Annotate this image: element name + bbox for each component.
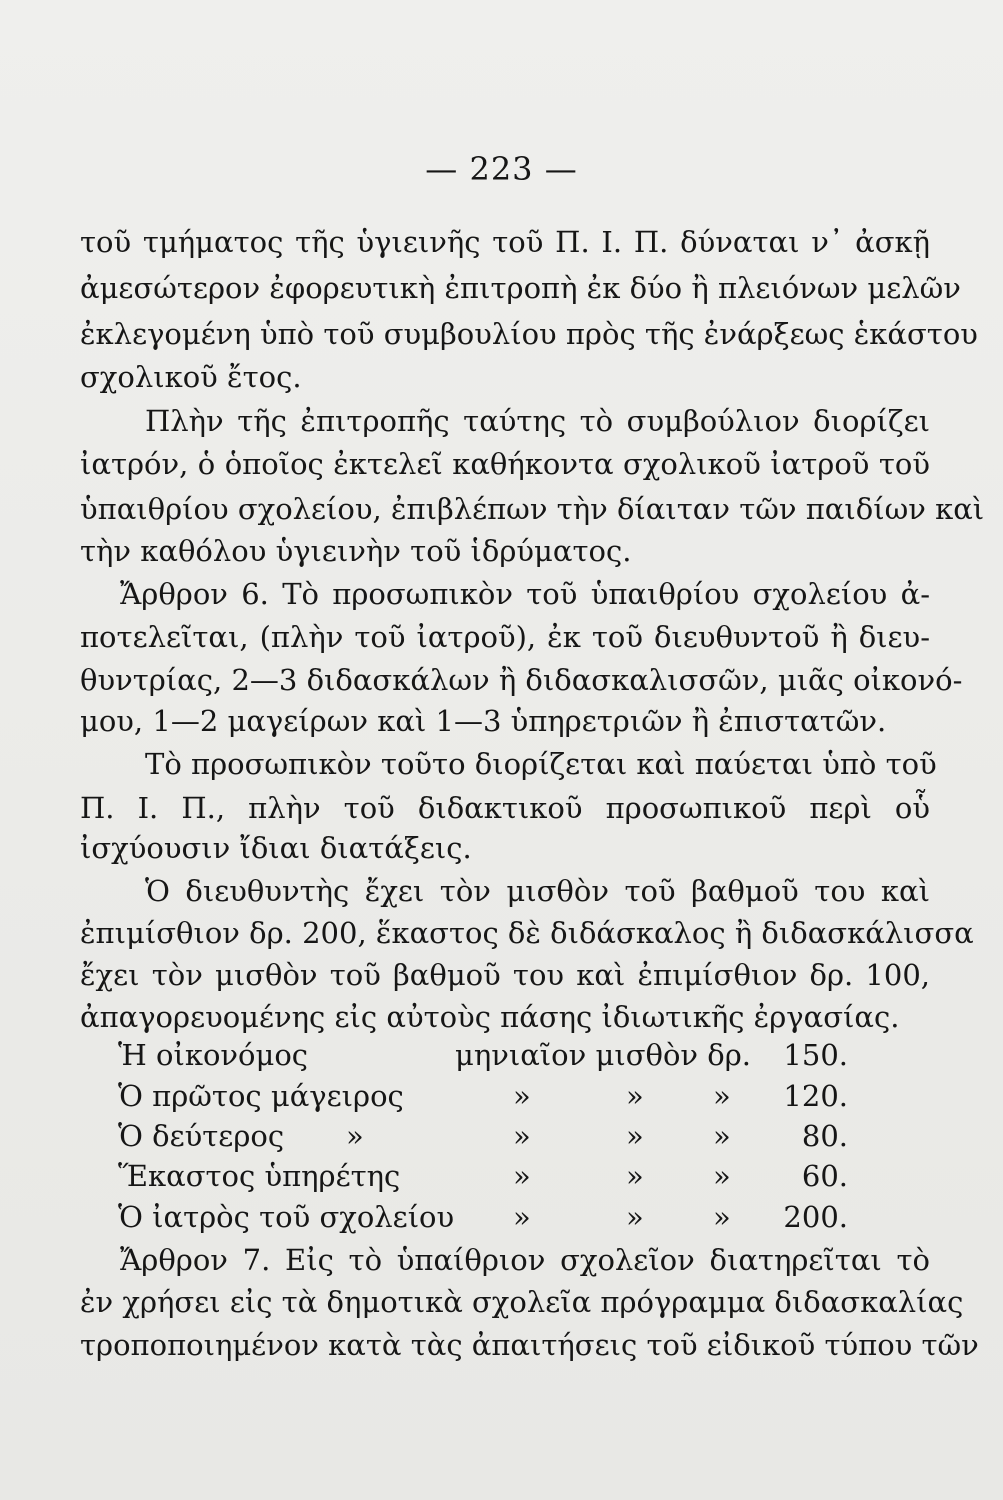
- ditto-mark: »: [513, 1079, 531, 1113]
- text-line-5: Πλὴν τῆς ἐπιτροπῆς ταύτης τὸ συμβούλιον διορίζει: [145, 404, 930, 438]
- ditto-mark: »: [626, 1119, 644, 1153]
- ditto-mark: »: [626, 1079, 644, 1113]
- salary-amount: 150.: [783, 1038, 848, 1072]
- text-line-11: θυντρίας, 2—3 διδασκάλων ἢ διδασκαλισσῶν, μιᾶς οἰκονό-: [80, 663, 963, 697]
- ditto-mark: »: [626, 1200, 644, 1234]
- salary-role: Ἕκαστος ὑπηρέτης: [118, 1159, 401, 1193]
- text-line-15: ἰσχύουσιν ἴδιαι διατάξεις.: [80, 831, 472, 865]
- salary-role: Ὁ δεύτερος: [118, 1119, 285, 1153]
- text-line-14: Π. Ι. Π., πλὴν τοῦ διδακτικοῦ προσωπικοῦ περὶ οὗ: [80, 791, 930, 825]
- salary-row-first-cook: [118, 1077, 848, 1115]
- salary-label: μηνιαῖον μισθὸν δρ.: [455, 1038, 751, 1072]
- salary-amount: 80.: [801, 1119, 848, 1153]
- salary-row-servant: [118, 1157, 848, 1195]
- text-line-17: ἐπιμίσθιον δρ. 200, ἕκαστος δὲ διδάσκαλος ἢ διδασκάλισσα: [80, 916, 974, 950]
- page-number: — 223 —: [425, 150, 578, 188]
- text-line-1: τοῦ τμήματος τῆς ὑγιεινῆς τοῦ Π. Ι. Π. δύναται ν᾽ ἀσκῇ: [80, 225, 930, 259]
- text-line-10: ποτελεῖται, (πλὴν τοῦ ἰατροῦ), ἐκ τοῦ διευθυντοῦ ἢ διευ-: [80, 620, 930, 654]
- ditto-mark: »: [626, 1159, 644, 1193]
- closing-line-3: τροποποιημένον κατὰ τὰς ἀπαιτήσεις τοῦ εἰδικοῦ τύπου τῶν: [80, 1328, 979, 1362]
- ditto-mark: »: [713, 1119, 731, 1153]
- closing-line-2: ἐν χρήσει εἰς τὰ δημοτικὰ σχολεῖα πρόγραμμα διδασκαλίας: [80, 1285, 964, 1319]
- text-line-18: ἔχει τὸν μισθὸν τοῦ βαθμοῦ του καὶ ἐπιμίσθιον δρ. 100,: [80, 958, 930, 992]
- text-line-2: ἀμεσώτερον ἐφορευτικὴ ἐπιτροπὴ ἐκ δύο ἢ πλειόνων μελῶν: [80, 271, 961, 305]
- salary-role: Ὁ πρῶτος μάγειρος: [118, 1079, 404, 1113]
- text-line-19: ἀπαγορευομένης εἰς αὐτοὺς πάσης ἰδιωτικῆς ἐργασίας.: [80, 1000, 900, 1034]
- salary-amount: 120.: [783, 1079, 848, 1113]
- text-line-7: ὑπαιθρίου σχολείου, ἐπιβλέπων τὴν δίαιταν τῶν παιδίων καὶ: [80, 492, 985, 526]
- ditto-mark: »: [513, 1119, 531, 1153]
- salary-row-school-doctor: [118, 1198, 848, 1236]
- ditto-mark: »: [346, 1119, 364, 1153]
- text-line-13: Τὸ προσωπικὸν τοῦτο διορίζεται καὶ παύεται ὑπὸ τοῦ: [145, 747, 937, 781]
- salary-amount: 200.: [783, 1200, 848, 1234]
- salary-role: Ὁ ἰατρὸς τοῦ σχολείου: [118, 1200, 455, 1234]
- article-6-heading-line: Ἄρθρον 6. Τὸ προσωπικὸν τοῦ ὑπαιθρίου σχολείου ἀ-: [120, 577, 930, 611]
- text-line-4: σχολικοῦ ἔτος.: [80, 360, 302, 394]
- text-line-3: ἐκλεγομένη ὑπὸ τοῦ συμβουλίου πρὸς τῆς ἐνάρξεως ἑκάστου: [80, 317, 978, 351]
- article-7-heading-line: Ἄρθρον 7. Εἰς τὸ ὑπαίθριον σχολεῖον διατηρεῖται τὸ: [120, 1243, 930, 1277]
- text-line-6: ἰατρόν, ὁ ὁποῖος ἐκτελεῖ καθήκοντα σχολικοῦ ἰατροῦ τοῦ: [80, 447, 930, 481]
- ditto-mark: »: [513, 1159, 531, 1193]
- salary-role: Ἡ οἰκονόμος: [118, 1038, 309, 1072]
- salary-amount: 60.: [801, 1159, 848, 1193]
- ditto-mark: »: [713, 1200, 731, 1234]
- text-line-16: Ὁ διευθυντὴς ἔχει τὸν μισθὸν τοῦ βαθμοῦ του καὶ: [145, 874, 930, 908]
- ditto-mark: »: [713, 1159, 731, 1193]
- salary-row-second-cook: [118, 1117, 848, 1155]
- ditto-mark: »: [713, 1079, 731, 1113]
- text-line-12: μου, 1—2 μαγείρων καὶ 1—3 ὑπηρετριῶν ἢ ἐπιστατῶν.: [80, 704, 887, 738]
- ditto-mark: »: [513, 1200, 531, 1234]
- text-line-8: τὴν καθόλου ὑγιεινὴν τοῦ ἱδρύματος.: [80, 534, 632, 568]
- salary-row-housekeeper: [118, 1036, 848, 1074]
